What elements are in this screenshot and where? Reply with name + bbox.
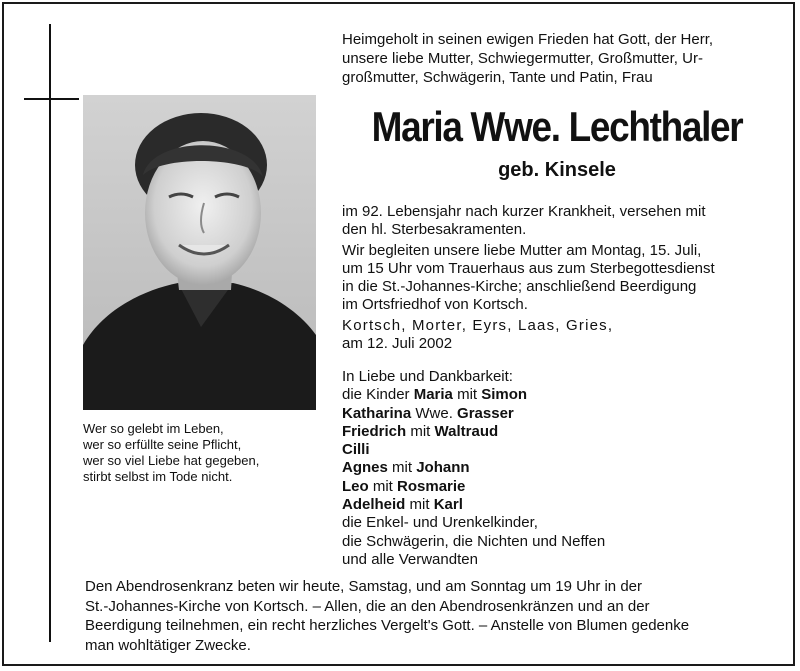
funeral-text xyxy=(342,242,772,314)
closing-line: Den Abendrosenkranz beten wir heute, Samstag, und am Sonntag um 19 Uhr in der xyxy=(85,578,642,595)
family-second: Johann xyxy=(416,459,470,477)
places-line: Kortsch, Morter, Eyrs, Laas, Gries, xyxy=(342,317,614,334)
closing-notice xyxy=(85,577,780,655)
family-joiner: Wwe. xyxy=(415,404,453,422)
family-line xyxy=(342,496,772,514)
intro-line: großmutter, Schwägerin, Tante und Patin, Frau xyxy=(342,69,653,86)
family-line xyxy=(342,386,772,404)
family-line xyxy=(342,478,772,496)
family-first: Adelheid xyxy=(342,496,406,514)
family-second: Karl xyxy=(433,496,463,514)
maiden-name: geb. Kinsele xyxy=(498,159,616,181)
age-line: im 92. Lebensjahr nach kurzer Krankheit, versehen mit xyxy=(342,203,706,220)
age-line: den hl. Sterbesakramenten. xyxy=(342,221,527,238)
family-second: Grasser xyxy=(457,404,514,422)
family-second: Waltraud xyxy=(434,422,499,440)
family-line xyxy=(342,441,772,459)
others-line: die Enkel- und Urenkelkinder, xyxy=(342,514,538,532)
portrait-photo xyxy=(83,95,316,410)
poem-line: stirbt selbst im Tode nicht. xyxy=(83,469,233,484)
funeral-line: in die St.-Johannes-Kirche; anschließend Beerdigung xyxy=(342,278,697,295)
memorial-poem xyxy=(83,421,323,485)
family-line xyxy=(342,459,772,477)
intro-line: Heimgeholt in seinen ewigen Frieden hat Gott, der Herr, xyxy=(342,31,714,48)
family-joiner: mit xyxy=(410,422,431,440)
family-first: Cilli xyxy=(342,441,370,459)
family-first: Leo xyxy=(342,477,369,495)
deceased-name: Maria Wwe. Lechthaler xyxy=(371,103,743,150)
cross-icon-horizontal xyxy=(24,98,79,100)
poem-line: Wer so gelebt im Leben, xyxy=(83,421,224,436)
place-date xyxy=(342,317,772,353)
poem-line: wer so viel Liebe hat gegeben, xyxy=(83,453,260,468)
intro-line: unsere liebe Mutter, Schwiegermutter, Großmutter, Ur- xyxy=(342,50,703,67)
family-first: Friedrich xyxy=(342,422,407,440)
funeral-line: im Ortsfriedhof von Kortsch. xyxy=(342,296,528,313)
funeral-line: Wir begleiten unsere liebe Mutter am Montag, 15. Juli, xyxy=(342,242,702,259)
others-line: und alle Verwandten xyxy=(342,550,478,568)
family-second: Simon xyxy=(481,386,528,404)
family-second: Rosmarie xyxy=(397,477,466,495)
announcement-intro xyxy=(342,30,772,87)
family-joiner: mit xyxy=(409,496,430,514)
family-line xyxy=(342,405,772,423)
children-prefix: die Kinder xyxy=(342,386,410,404)
cross-icon-vertical xyxy=(49,24,51,642)
family-line xyxy=(342,423,772,441)
funeral-line: um 15 Uhr vom Trauerhaus aus zum Sterbegottesdienst xyxy=(342,260,715,277)
family-first: Katharina xyxy=(342,404,412,422)
family-first: Maria xyxy=(413,386,453,404)
others-line: die Schwägerin, die Nichten und Neffen xyxy=(342,532,606,550)
poem-line: wer so erfüllte seine Pflicht, xyxy=(83,437,242,452)
family-joiner: mit xyxy=(372,477,393,495)
mourners-list xyxy=(342,368,772,569)
date-line: am 12. Juli 2002 xyxy=(342,335,453,352)
age-text xyxy=(342,203,772,239)
closing-line: man wohltätiger Zwecke. xyxy=(85,636,251,654)
family-first: Agnes xyxy=(342,459,388,477)
closing-line: St.-Johannes-Kirche von Kortsch. – Allen, die an den Abendrosenkränzen und an der xyxy=(85,597,650,615)
family-joiner: mit xyxy=(392,459,413,477)
family-joiner: mit xyxy=(457,386,478,404)
mourners-intro: In Liebe und Dankbarkeit: xyxy=(342,368,513,385)
closing-line: Beerdigung teilnehmen, ein recht herzliches Vergelt's Gott. – Anstelle von Blumen gedenke xyxy=(85,617,690,634)
